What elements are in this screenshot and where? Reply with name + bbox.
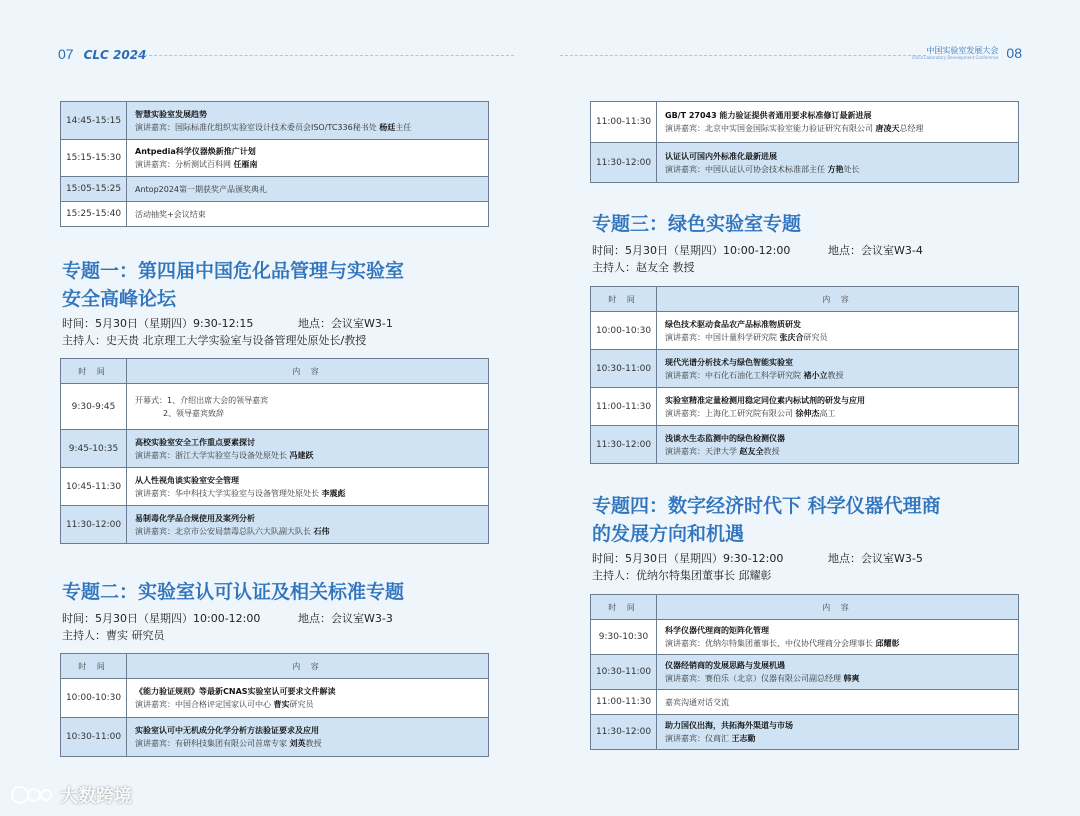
session-title: 高校实验室安全工作重点要素探讨 — [135, 437, 255, 447]
header-divider-right — [560, 55, 926, 56]
section-4-location: 地点：会议室W3-5 — [828, 552, 923, 565]
table-row — [591, 714, 1018, 749]
session-time: 10:30-11:00 — [591, 350, 657, 387]
session-time: 15:25-15:40 — [61, 202, 127, 226]
session-speaker — [135, 698, 480, 711]
speaker-name: 石伟 — [313, 526, 330, 536]
session-content — [657, 690, 1018, 714]
right-page-number: 08 — [1006, 45, 1022, 61]
session-title: 实验室认可中无机成分化学分析方法验证要求及应用 — [135, 726, 319, 735]
table-row — [61, 176, 488, 201]
session-speaker — [135, 487, 480, 500]
table-row — [61, 717, 488, 756]
speaker-name: 褚小立 — [803, 370, 828, 380]
section-3-location: 地点：会议室W3-4 — [828, 244, 923, 257]
session-speaker — [135, 525, 480, 538]
session-content — [127, 384, 488, 429]
speaker-name: 邱耀彰 — [875, 639, 900, 648]
session-time: 10:30-11:00 — [591, 655, 657, 689]
schedule-table-continued-right — [590, 101, 1019, 183]
session-content — [127, 430, 488, 467]
session-speaker — [665, 637, 1010, 650]
table-header-row — [61, 654, 488, 678]
session-speaker — [665, 445, 1010, 458]
speaker-name: 李震彪 — [321, 488, 346, 498]
session-speaker — [665, 369, 1010, 382]
table-row — [61, 383, 488, 429]
session-speaker — [135, 121, 480, 134]
session-time: 11:30-12:00 — [61, 506, 127, 543]
section-4-host: 主持人：优纳尔特集团董事长 邱耀彰 — [592, 569, 772, 582]
section-1-host: 主持人：史天贵 北京理工大学实验室与设备管理处原处长/教授 — [62, 334, 367, 347]
speaker-affiliation: 演讲嘉宾：国际标准化组织实验室设计技术委员会ISO/TC336秘书处 — [135, 122, 380, 132]
table-row — [61, 102, 488, 139]
session-plain-text: 嘉宾沟通对话交流 — [665, 697, 729, 707]
section-1-title — [62, 257, 404, 313]
speaker-affiliation: 演讲嘉宾：仪商汇 — [665, 734, 732, 743]
header-time: 时 间 — [591, 595, 657, 619]
table-header-row — [591, 287, 1018, 311]
table-row — [591, 689, 1018, 714]
table-row — [61, 678, 488, 717]
session-speaker — [665, 122, 1010, 135]
session-content — [657, 426, 1018, 463]
speaker-title: 教授 — [305, 739, 322, 748]
speaker-affiliation: 演讲嘉宾：华中科技大学实验室与设备管理处原处长 — [135, 488, 322, 498]
section-1-location: 地点：会议室W3-1 — [298, 317, 393, 330]
table-row — [591, 654, 1018, 689]
speaker-title: 教授 — [827, 370, 844, 380]
session-time: 9:30-9:45 — [61, 384, 127, 429]
session-content — [127, 177, 488, 201]
speaker-affiliation: 演讲嘉宾：中石化石油化工科学研究院 — [665, 370, 804, 380]
session-time: 10:30-11:00 — [61, 718, 127, 756]
table-row — [591, 311, 1018, 349]
session-content — [657, 102, 1018, 142]
session-plain-text: 开幕式：1、介绍出席大会的领导嘉宾 — [135, 395, 269, 405]
session-title: 认证认可国内外标准化最新进展 — [665, 151, 777, 161]
session-content — [657, 143, 1018, 182]
session-time: 15:05-15:25 — [61, 177, 127, 201]
session-title: 智慧实验室发展趋势 — [135, 109, 207, 119]
session-time: 11:00-11:30 — [591, 388, 657, 425]
header-content: 内 容 — [822, 294, 853, 304]
header-time: 时 间 — [61, 654, 127, 678]
conference-name — [912, 46, 999, 60]
schedule-table-continued-left — [60, 101, 489, 227]
watermark-text: 大数跨境 — [60, 786, 132, 807]
table-row — [591, 425, 1018, 463]
table-row — [61, 139, 488, 176]
speaker-affiliation: 演讲嘉宾：有研科技集团有限公司首席专家 — [135, 739, 290, 748]
speaker-title: 处长 — [843, 164, 860, 174]
session-content — [127, 679, 488, 717]
section-2-location: 地点：会议室W3-3 — [298, 612, 393, 625]
section-1-title-line2: 安全高峰论坛 — [62, 288, 177, 310]
session-title: 绿色技术驱动食品农产品标准物质研发 — [665, 319, 801, 329]
speaker-name: 王志勤 — [731, 734, 756, 743]
speaker-affiliation: 演讲嘉宾：赛伯乐（北京）仪器有限公司副总经理 — [665, 674, 844, 683]
header-content: 内 容 — [822, 602, 853, 612]
table-row — [591, 619, 1018, 654]
session-time: 9:45-10:35 — [61, 430, 127, 467]
section-4-title-line2: 的发展方向和机遇 — [592, 523, 745, 545]
table-row — [591, 387, 1018, 425]
header-content: 内 容 — [292, 661, 323, 671]
table-row — [591, 102, 1018, 142]
logo-icon — [10, 782, 54, 808]
speaker-title: 主任 — [395, 122, 412, 132]
table-row — [61, 505, 488, 543]
session-time: 10:00-10:30 — [61, 679, 127, 717]
speaker-affiliation: 演讲嘉宾：中国认证认可协会技术标准部主任 — [665, 164, 828, 174]
header-divider-left — [134, 55, 514, 56]
header-right — [912, 45, 1022, 61]
speaker-affiliation: 演讲嘉宾：优纳尔特集团董事长、中仪协代理商分会理事长 — [665, 639, 876, 648]
table-header-row — [61, 359, 488, 383]
session-speaker — [135, 737, 480, 750]
session-title: 易制毒化学品合规使用及案列分析 — [135, 513, 255, 523]
session-time: 10:00-10:30 — [591, 312, 657, 349]
session-time: 11:00-11:30 — [591, 690, 657, 714]
table-row — [61, 429, 488, 467]
section-4-table — [590, 594, 1019, 750]
section-3-title-line1: 专题三：绿色实验室专题 — [592, 213, 802, 235]
speaker-affiliation: 演讲嘉宾：中国合格评定国家认可中心 — [135, 700, 274, 709]
header-time: 时 间 — [61, 359, 127, 383]
table-header-row — [591, 595, 1018, 619]
section-2-title — [62, 578, 404, 606]
speaker-name: 唐凌天 — [875, 124, 900, 133]
section-3-time: 时间：5月30日（星期四）10:00-12:00 — [592, 244, 791, 257]
session-time: 14:45-15:15 — [61, 102, 127, 139]
session-time: 15:15-15:30 — [61, 140, 127, 176]
section-4-time: 时间：5月30日（星期四）9:30-12:00 — [592, 552, 784, 565]
session-plain-text: Antop2024第一期获奖产品颁奖典礼 — [135, 184, 268, 194]
table-row — [591, 349, 1018, 387]
session-content — [657, 715, 1018, 749]
session-title: 仪器经销商的发展思路与发展机遇 — [665, 661, 785, 670]
section-1-title-line1: 专题一：第四届中国危化品管理与实验室 — [62, 260, 405, 282]
table-row — [61, 467, 488, 505]
section-1-table — [60, 358, 489, 544]
header-content: 内 容 — [292, 366, 323, 376]
session-speaker — [135, 449, 480, 462]
speaker-title: 总经理 — [899, 124, 924, 133]
speaker-name: 任雁南 — [233, 160, 258, 169]
session-title: 《能力验证规则》等最新CNAS实验室认可要求文件解读 — [135, 687, 336, 696]
speaker-title: 教授 — [763, 446, 780, 456]
speaker-affiliation: 演讲嘉宾：北京市公安局禁毒总队六大队副大队长 — [135, 526, 314, 536]
session-speaker — [665, 407, 1010, 420]
section-2-table — [60, 653, 489, 757]
session-content — [127, 506, 488, 543]
section-2-host: 主持人：曹实 研究员 — [62, 629, 165, 642]
speaker-name: 方艳 — [827, 164, 844, 174]
session-title: GB/T 27043 能力验证提供者通用要求标准修订最新进展 — [665, 111, 872, 120]
session-speaker — [665, 672, 1010, 685]
session-content — [657, 312, 1018, 349]
session-title: Antpedia科学仪器焕新推广计划 — [135, 147, 256, 156]
session-time: 11:30-12:00 — [591, 426, 657, 463]
speaker-name: 徐伸杰 — [795, 408, 820, 418]
section-2-time: 时间：5月30日（星期四）10:00-12:00 — [62, 612, 261, 625]
session-speaker — [135, 158, 480, 171]
section-3-table — [590, 286, 1019, 464]
session-content — [127, 102, 488, 139]
session-content — [127, 202, 488, 226]
section-1-time: 时间：5月30日（星期四）9:30-12:15 — [62, 317, 254, 330]
section-4-title-line1: 专题四：数字经济时代下 科学仪器代理商 — [592, 495, 941, 517]
speaker-affiliation: 演讲嘉宾：浙江大学实验室与设备处原处长 — [135, 450, 290, 460]
speaker-title: 研究员 — [803, 332, 828, 342]
speaker-affiliation: 演讲嘉宾：中国计量科学研究院 — [665, 332, 780, 342]
speaker-name: 韩爽 — [843, 674, 860, 683]
section-3-meta — [592, 242, 1022, 276]
speaker-name: 赵友全 — [739, 446, 764, 456]
session-title: 助力国仪出海，共拓海外渠道与市场 — [665, 721, 793, 730]
brand-label: CLC 2024 — [83, 48, 147, 62]
session-time: 10:45-11:30 — [61, 468, 127, 505]
header-time: 时 间 — [591, 287, 657, 311]
speaker-name: 刘英 — [289, 739, 306, 748]
table-row — [591, 142, 1018, 182]
speaker-name: 杨廷 — [379, 122, 396, 132]
speaker-affiliation: 演讲嘉宾：北京中实国金国际实验室能力验证研究有限公司 — [665, 124, 876, 133]
speaker-affiliation: 演讲嘉宾：天津大学 — [665, 446, 740, 456]
session-time: 9:30-10:30 — [591, 620, 657, 654]
session-content — [657, 388, 1018, 425]
section-4-title — [592, 492, 941, 548]
session-title: 实验室精准定量检测用稳定同位素内标试剂的研发与应用 — [665, 395, 865, 405]
section-2-meta — [62, 610, 492, 644]
watermark — [10, 782, 132, 808]
speaker-affiliation: 演讲嘉宾：分析测试百科网 — [135, 160, 234, 169]
table-row — [61, 201, 488, 226]
session-time: 11:30-12:00 — [591, 143, 657, 182]
section-2-title-line1: 专题二：实验室认可认证及相关标准专题 — [62, 581, 405, 603]
left-page-number: 07 — [58, 46, 74, 62]
session-plain-text: 活动抽奖+会议结束 — [135, 209, 206, 219]
session-title: 现代光谱分析技术与绿色智能实验室 — [665, 357, 793, 367]
speaker-name: 曹实 — [273, 700, 290, 709]
conference-name-cn: 中国实验室发展大会 — [926, 46, 999, 55]
section-4-meta — [592, 550, 1022, 584]
speaker-name: 张庆合 — [779, 332, 804, 342]
session-content — [127, 140, 488, 176]
speaker-title: 研究员 — [289, 700, 314, 709]
session-content — [127, 468, 488, 505]
conference-name-en: China Laboratory Development Conference — [911, 55, 999, 60]
session-time: 11:30-12:00 — [591, 715, 657, 749]
session-title: 科学仪器代理商的矩阵化管理 — [665, 626, 769, 635]
session-plain-text-2: 2、领导嘉宾致辞 — [135, 408, 225, 418]
session-speaker — [665, 331, 1010, 344]
speaker-affiliation: 演讲嘉宾：上海化工研究院有限公司 — [665, 408, 796, 418]
section-3-host: 主持人：赵友全 教授 — [592, 261, 695, 274]
session-content — [657, 655, 1018, 689]
session-title: 浅谈水生态监测中的绿色检测仪器 — [665, 433, 785, 443]
header-left — [58, 46, 146, 62]
session-speaker — [665, 732, 1010, 745]
session-content — [657, 350, 1018, 387]
section-1-meta — [62, 315, 492, 349]
session-title: 从人性视角谈实验室安全管理 — [135, 475, 239, 485]
session-content — [657, 620, 1018, 654]
session-content — [127, 718, 488, 756]
session-speaker — [665, 163, 1010, 176]
speaker-title: 高工 — [819, 408, 836, 418]
section-3-title — [592, 210, 801, 238]
session-time: 11:00-11:30 — [591, 102, 657, 142]
speaker-name: 冯建跃 — [289, 450, 314, 460]
